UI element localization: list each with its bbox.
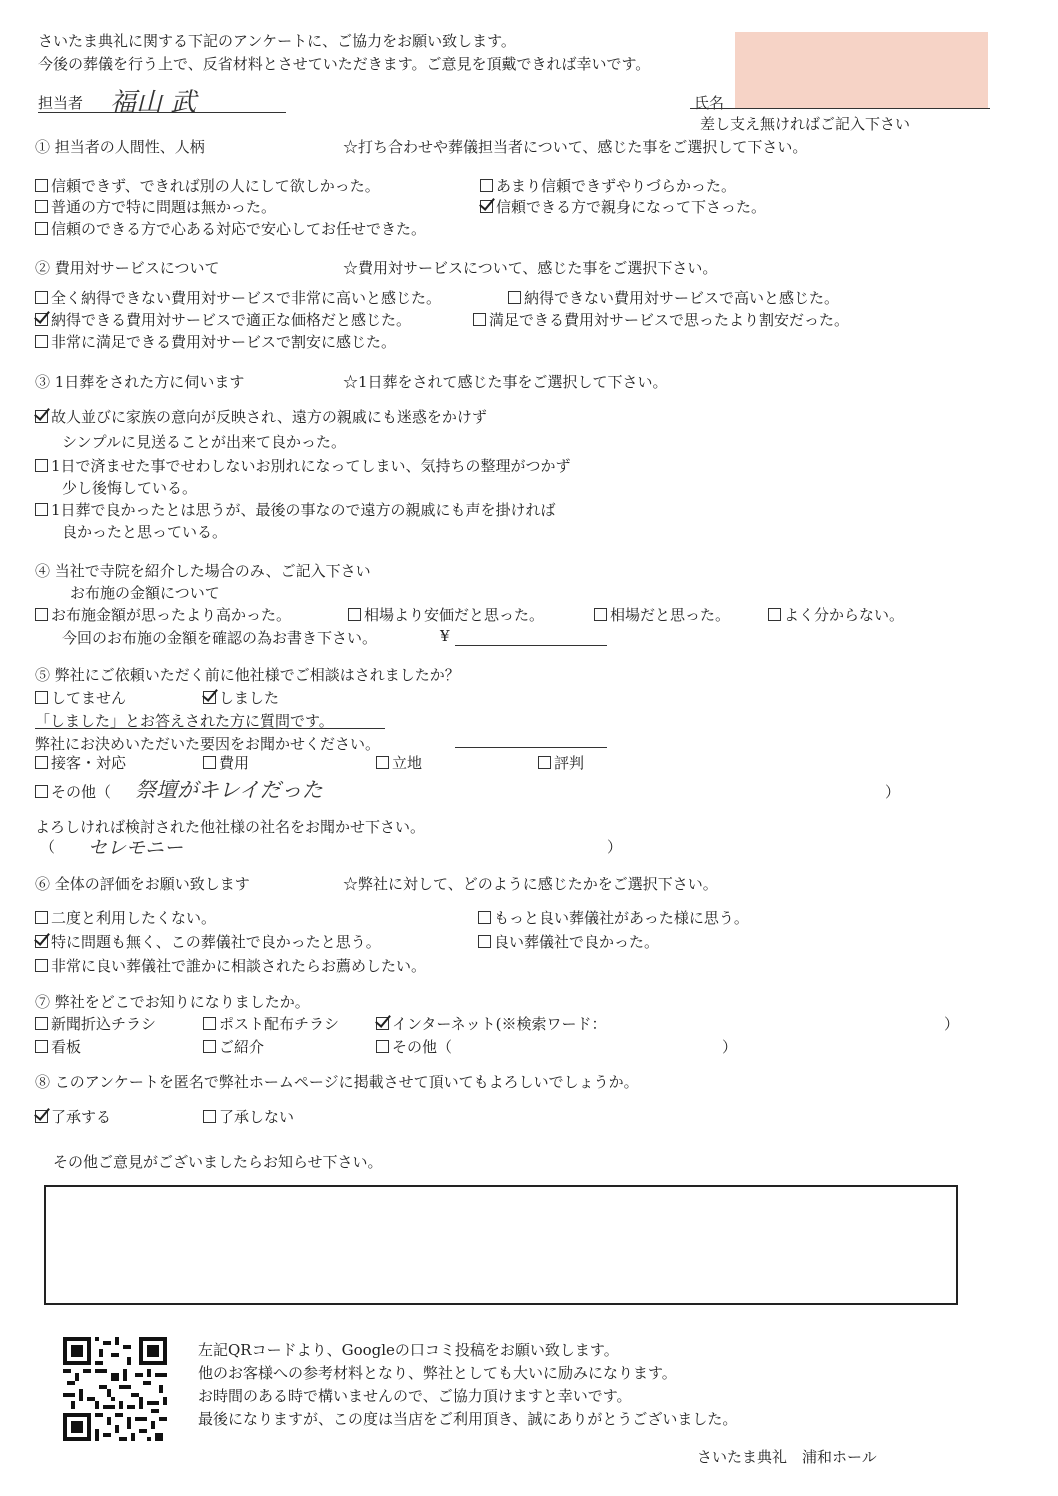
- company-close-paren: ）: [607, 838, 623, 856]
- q5-option[interactable]: しました: [203, 687, 279, 708]
- checkbox-icon[interactable]: [478, 911, 491, 924]
- q5-other[interactable]: その他（: [35, 781, 111, 802]
- checkbox-checked-icon[interactable]: [35, 935, 48, 948]
- q4-subtitle: お布施の金額について: [70, 584, 220, 602]
- checkbox-icon[interactable]: [473, 313, 486, 326]
- checkbox-icon[interactable]: [480, 179, 493, 192]
- q1-prompt: ☆打ち合わせや葬儀担当者について、感じた事をご選択して下さい。: [343, 138, 808, 156]
- staff-handwritten-name: 福山 武: [110, 88, 197, 118]
- other-handwritten: 祭壇がキレイだった: [135, 778, 323, 802]
- signature: さいたま典礼 浦和ホール: [697, 1448, 877, 1466]
- q5-followup: 「しました」とお答えされた方に質問です。: [35, 712, 334, 730]
- comments-box[interactable]: [44, 1185, 958, 1305]
- q5-company-prompt: よろしければ検討された他社様の社名をお聞かせ下さい。: [35, 818, 426, 836]
- q5-reason[interactable]: 接客・対応: [35, 752, 126, 773]
- q7-option[interactable]: その他（: [376, 1036, 452, 1057]
- q8-option[interactable]: 了承する: [35, 1106, 111, 1127]
- checkbox-icon[interactable]: [35, 756, 48, 769]
- checkbox-icon[interactable]: [508, 291, 521, 304]
- other-close-paren: ）: [885, 783, 901, 801]
- q5-reason[interactable]: 立地: [376, 752, 422, 773]
- checkbox-icon[interactable]: [538, 756, 551, 769]
- q6-option[interactable]: もっと良い葬儀社があった様に思う。: [478, 907, 749, 928]
- q4-amount-prompt: 今回のお布施の金額を確認の為お書き下さい。: [62, 629, 378, 647]
- checkbox-icon[interactable]: [35, 959, 48, 972]
- q7-close-paren: ）: [722, 1038, 738, 1056]
- q3-option[interactable]: 1日で済ませた事でせわしないお別れになってしまい、気持ちの整理がつかず: [35, 455, 571, 476]
- checkbox-icon[interactable]: [478, 935, 491, 948]
- name-label: 氏名: [694, 94, 725, 112]
- q4-option[interactable]: 相場だと思った。: [594, 604, 730, 625]
- checkbox-icon[interactable]: [35, 459, 48, 472]
- footer-line: 左記QRコードより、Googleの口コミ投稿をお願い致します。: [198, 1341, 619, 1359]
- q8-option[interactable]: 了承しない: [203, 1106, 294, 1127]
- intro-line-2: 今後の葬儀を行う上で、反省材料とさせていただきます。ご意見を頂戴できれば幸いです。: [38, 55, 651, 73]
- checkbox-checked-icon[interactable]: [35, 1110, 48, 1123]
- q4-option[interactable]: よく分からない。: [768, 604, 904, 625]
- q3-option[interactable]: 故人並びに家族の意向が反映され、遠方の親戚にも迷惑をかけず: [35, 406, 487, 427]
- q5-title: ⑤ 弊社にご依頼いただく前に他社様でご相談はされましたか？: [35, 666, 460, 684]
- q5-reason-prompt: 弊社にお決めいただいた要因をお聞かせください。: [35, 735, 381, 753]
- checkbox-checked-icon[interactable]: [35, 410, 48, 423]
- qr-code-icon[interactable]: [63, 1337, 167, 1441]
- q1-option[interactable]: あまり信頼できずやりづらかった。: [480, 175, 736, 196]
- checkbox-icon[interactable]: [35, 785, 48, 798]
- checkbox-checked-icon[interactable]: [203, 691, 216, 704]
- checkbox-icon[interactable]: [35, 291, 48, 304]
- name-note: 差し支え無ければご記入下さい: [700, 115, 911, 133]
- name-underline[interactable]: [690, 108, 990, 109]
- checkbox-icon[interactable]: [376, 1040, 389, 1053]
- redaction-block: [735, 32, 988, 108]
- q1-option[interactable]: 信頼のできる方で心ある対応で安心してお任せできた。: [35, 218, 426, 239]
- q5-reason[interactable]: 評判: [538, 752, 584, 773]
- checkbox-icon[interactable]: [594, 608, 607, 621]
- q1-title: ① 担当者の人間性、人柄: [35, 138, 205, 156]
- checkbox-icon[interactable]: [35, 335, 48, 348]
- q7-option[interactable]: 看板: [35, 1036, 81, 1057]
- q2-option[interactable]: 満足できる費用対サービスで思ったより割安だった。: [473, 309, 849, 330]
- staff-underline: [38, 112, 286, 113]
- q2-option[interactable]: 納得できない費用対サービスで高いと感じた。: [508, 287, 839, 308]
- q3-option[interactable]: 1日葬で良かったとは思うが、最後の事なので遠方の親戚にも声を掛ければ: [35, 499, 556, 520]
- q2-option[interactable]: 非常に満足できる費用対サービスで割安に感じた。: [35, 331, 396, 352]
- q1-option[interactable]: 信頼できず、できれば別の人にして欲しかった。: [35, 175, 380, 196]
- intro-line-1: さいたま典礼に関する下記のアンケートに、ご協力をお願い致します。: [38, 32, 516, 50]
- q3-option-continued: 良かったと思っている。: [62, 523, 228, 541]
- amount-field[interactable]: [455, 645, 607, 646]
- q6-option[interactable]: 二度と利用したくない。: [35, 907, 216, 928]
- q8-title: ⑧ このアンケートを匿名で弊社ホームページに掲載させて頂いてもよろしいでしょうか。: [35, 1073, 639, 1091]
- q5-option[interactable]: してません: [35, 687, 126, 708]
- checkbox-icon[interactable]: [35, 1040, 48, 1053]
- yen-sign: ¥: [440, 627, 450, 645]
- checkbox-icon[interactable]: [35, 503, 48, 516]
- checkbox-icon[interactable]: [35, 222, 48, 235]
- checkbox-icon[interactable]: [768, 608, 781, 621]
- q2-option[interactable]: 全く納得できない費用対サービスで非常に高いと感じた。: [35, 287, 441, 308]
- checkbox-icon[interactable]: [203, 1017, 216, 1030]
- q7-option[interactable]: ご紹介: [203, 1036, 264, 1057]
- q6-prompt: ☆弊社に対して、どのように感じたかをご選択下さい。: [343, 875, 718, 893]
- followup-underline: [35, 728, 385, 729]
- q2-prompt: ☆費用対サービスについて、感じた事をご選択下さい。: [343, 259, 718, 277]
- checkbox-icon[interactable]: [203, 1040, 216, 1053]
- q3-prompt: ☆1日葬をされて感じた事をご選択して下さい。: [343, 373, 668, 391]
- q4-option[interactable]: 相場より安価だと思った。: [348, 604, 544, 625]
- q6-title: ⑥ 全体の評価をお願い致します: [35, 875, 250, 893]
- q4-title: ④ 当社で寺院を紹介した場合のみ、ご記入下さい: [35, 562, 371, 580]
- checkbox-icon[interactable]: [35, 691, 48, 704]
- checkbox-icon[interactable]: [35, 179, 48, 192]
- q6-option[interactable]: 非常に良い葬儀社で誰かに相談されたらお薦めしたい。: [35, 955, 426, 976]
- q7-title: ⑦ 弊社をどこでお知りになりましたか。: [35, 993, 310, 1011]
- q7-option[interactable]: 新聞折込チラシ: [35, 1013, 156, 1034]
- checkbox-icon[interactable]: [348, 608, 361, 621]
- q1-option[interactable]: 普通の方で特に問題は無かった。: [35, 196, 276, 217]
- q7-close-paren: ）: [944, 1015, 960, 1033]
- q5-reason[interactable]: 費用: [203, 752, 249, 773]
- q6-option[interactable]: 特に問題も無く、この葬儀社で良かったと思う。: [35, 931, 381, 952]
- staff-label: 担当者: [38, 94, 84, 112]
- checkbox-checked-icon[interactable]: [35, 313, 48, 326]
- checkbox-icon[interactable]: [35, 1017, 48, 1030]
- reason-field[interactable]: [455, 747, 607, 748]
- footer-line: 他のお客様への参考材料となり、弊社としても大いに励みになります。: [198, 1364, 677, 1382]
- q2-title: ② 費用対サービスについて: [35, 259, 220, 277]
- checkbox-icon[interactable]: [376, 756, 389, 769]
- q3-option-continued: 少し後悔している。: [62, 479, 198, 497]
- company-open-paren: （: [40, 838, 56, 856]
- q6-option[interactable]: 良い葬儀社で良かった。: [478, 931, 659, 952]
- checkbox-icon[interactable]: [35, 200, 48, 213]
- q4-option[interactable]: お布施金額が思ったより高かった。: [35, 604, 291, 625]
- checkbox-icon[interactable]: [35, 911, 48, 924]
- q3-option-continued: シンプルに見送ることが出来て良かった。: [62, 433, 347, 451]
- q3-title: ③ 1日葬をされた方に伺います: [35, 373, 245, 391]
- company-handwritten: セレモニー: [88, 837, 184, 859]
- q7-option[interactable]: インターネット(※検索ワード：: [376, 1013, 607, 1034]
- q1-option[interactable]: 信頼できる方で親身になって下さった。: [480, 196, 766, 217]
- q2-option[interactable]: 納得できる費用対サービスで適正な価格だと感じた。: [35, 309, 411, 330]
- checkbox-icon[interactable]: [203, 756, 216, 769]
- checkbox-icon[interactable]: [35, 608, 48, 621]
- checkbox-icon[interactable]: [203, 1110, 216, 1123]
- footer-line: お時間のある時で構いませんので、ご協力頂けますと幸いです。: [198, 1387, 632, 1405]
- q7-option[interactable]: ポスト配布チラシ: [203, 1013, 339, 1034]
- checkbox-checked-icon[interactable]: [480, 200, 493, 213]
- footer-line: 最後になりますが、この度は当店をご利用頂き、誠にありがとうございました。: [198, 1410, 738, 1428]
- comments-prompt: その他ご意見がございましたらお知らせ下さい。: [53, 1153, 383, 1171]
- checkbox-checked-icon[interactable]: [376, 1017, 389, 1030]
